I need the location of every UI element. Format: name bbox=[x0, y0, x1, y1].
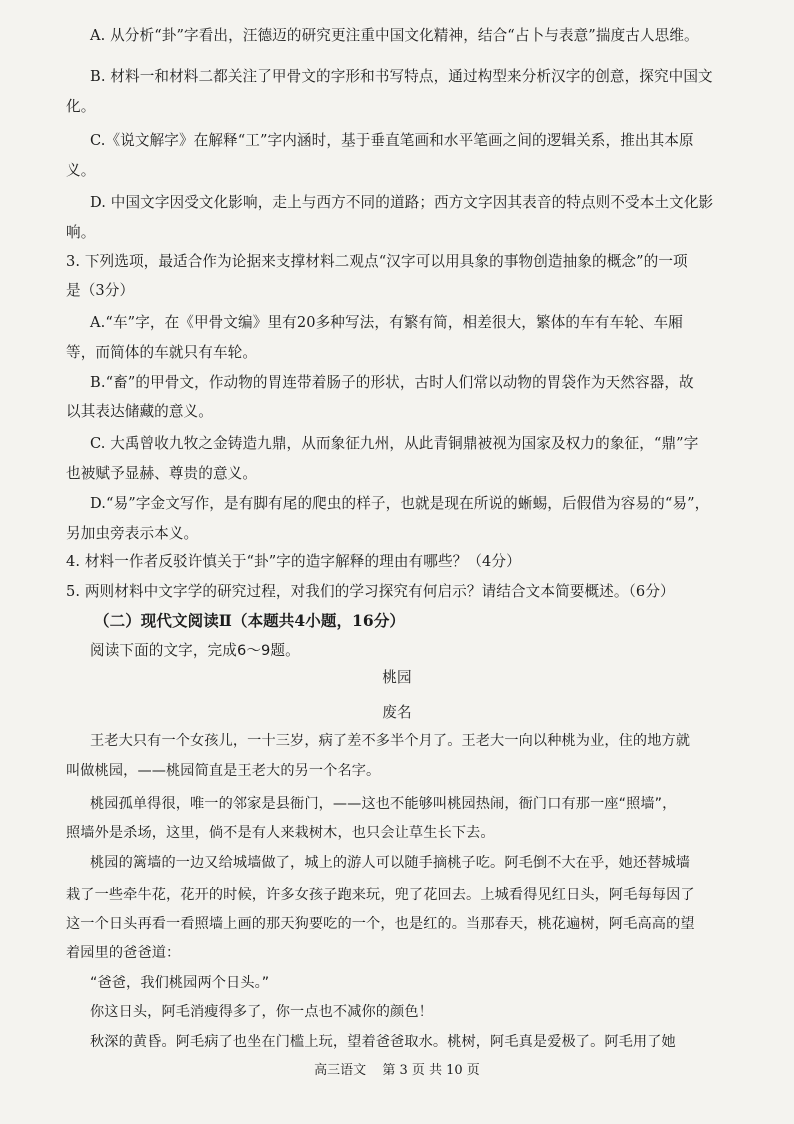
q3-option-d: D.“易”字金文写作，是有脚有尾的爬虫的样子，也就是现在所说的蜥蜴，后假借为容易的“易”， bbox=[90, 495, 710, 512]
q3-option-a-cont: 等，而简体的车就只有车轮。 bbox=[66, 344, 258, 361]
page-footer bbox=[0, 1059, 794, 1078]
q2-option-b: B. 材料一和材料二都关注了甲骨文的字形和书写特点，通过构型来分析汉字的创意，探究中国文 bbox=[90, 68, 713, 85]
q3-stem: 3. 下列选项，最适合作为论据来支撑材料二观点“汉字可以用具象的事物创造抽象的概念”的一项 bbox=[66, 253, 688, 270]
section-title: （二）现代文阅读Ⅱ（本题共4小题，16分） bbox=[94, 611, 406, 630]
q3-option-c: C. 大禹曾收九牧之金铸造九鼎，从而象征九州，从此青铜鼎被视为国家及权力的象征，“鼎”字 bbox=[90, 435, 699, 452]
q3-option-c-cont: 也被赋予显赫、尊贵的意义。 bbox=[66, 465, 258, 482]
passage-line: 着园里的爸爸道： bbox=[66, 945, 181, 961]
q2-option-c-cont: 义。 bbox=[66, 162, 96, 179]
q2-option-d-cont: 响。 bbox=[66, 224, 96, 241]
footer-page-info: 第 3 页 共 10 页 bbox=[382, 1063, 480, 1078]
q2-option-b-cont: 化。 bbox=[66, 98, 96, 115]
q3-option-d-cont: 另加虫旁表示本义。 bbox=[66, 525, 199, 542]
footer-subject: 高三语文 bbox=[314, 1063, 367, 1078]
q5: 5. 两则材料中文字学的研究过程，对我们的学习探究有何启示？请结合文本简要概述。（6分） bbox=[66, 583, 675, 600]
story-author: 废名 bbox=[382, 704, 412, 721]
q2-option-a: A. 从分析“卦”字看出，汪德迈的研究更注重中国文化精神，结合“占卜与表意”揣度古人思维。 bbox=[90, 27, 699, 44]
passage-line: 照墙外是杀场，这里，倘不是有人来栽树木，也只会让草生长下去。 bbox=[66, 825, 495, 841]
reading-instruction: 阅读下面的文字，完成6～9题。 bbox=[90, 642, 300, 659]
q3-option-b: B.“畜”的甲骨文，作动物的胃连带着肠子的形状，古时人们常以动物的胃袋作为天然容器，故 bbox=[90, 374, 694, 391]
passage-line: 桃园孤单得很，唯一的邻家是县衙门，——这也不能够叫桃园热闹，衙门口有那一座“照墙”， bbox=[90, 796, 677, 812]
passage-line: 你这日头，阿毛消瘦得多了，你一点也不减你的颜色！ bbox=[90, 1004, 433, 1020]
story-title: 桃园 bbox=[382, 669, 412, 686]
passage-line: 秋深的黄昏。阿毛病了也坐在门槛上玩，望着爸爸取水。桃树，阿毛真是爱极了。阿毛用了她 bbox=[90, 1034, 676, 1050]
passage-line: 这一个日头再看一看照墙上画的那天狗要吃的一个，也是红的。当那春天，桃花遍树，阿毛高高的望 bbox=[66, 916, 695, 932]
passage-line: 叫做桃园，——桃园简直是王老大的另一个名字。 bbox=[66, 763, 381, 779]
q4: 4. 材料一作者反驳许慎关于“卦”字的造字解释的理由有哪些？（4分） bbox=[66, 553, 521, 570]
q3-option-a: A.“车”字，在《甲骨文编》里有20多种写法，有繁有简，相差很大，繁体的车有车轮、车厢 bbox=[90, 314, 683, 331]
q3-stem-cont: 是（3分） bbox=[66, 282, 135, 299]
q2-option-c: C.《说文解字》在解释“工”字内涵时，基于垂直笔画和水平笔画之间的逻辑关系，推出其本原 bbox=[90, 132, 694, 149]
q2-option-d: D. 中国文字因受文化影响，走上与西方不同的道路；西方文字因其表音的特点则不受本土文化影 bbox=[90, 194, 714, 211]
q3-option-b-cont: 以其表达储藏的意义。 bbox=[66, 403, 213, 420]
passage-line: 栽了一些牵牛花，花开的时候，许多女孩子跑来玩，兜了花回去。上城看得见红日头，阿毛每每因了 bbox=[66, 887, 695, 903]
passage-line: “爸爸，我们桃园两个日头。” bbox=[90, 975, 270, 991]
passage-line: 桃园的篱墙的一边又给城墙做了，城上的游人可以随手摘桃子吃。阿毛倒不大在乎，她还替城墙 bbox=[90, 855, 691, 871]
passage-line: 王老大只有一个女孩儿，一十三岁，病了差不多半个月了。王老大一向以种桃为业，住的地方就 bbox=[90, 733, 691, 749]
